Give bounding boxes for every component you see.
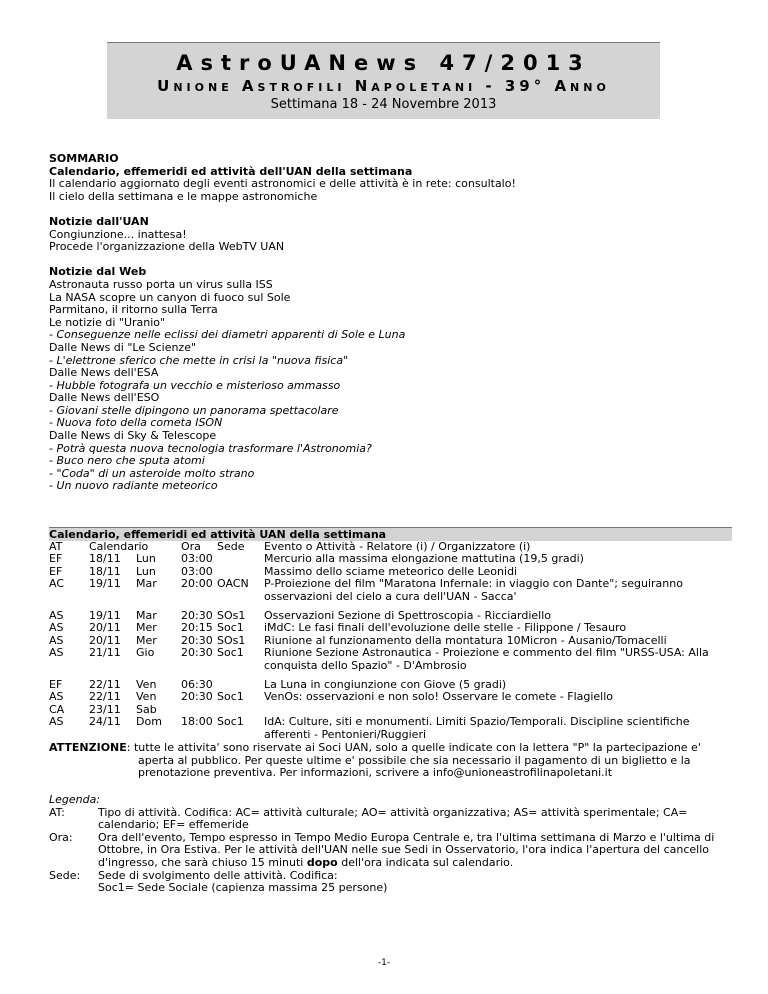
summary-sec1-title[interactable]: Calendario, effemeridi ed attività dell'UAN della settimana bbox=[49, 164, 413, 178]
cell-evento: Mercurio alla massima elongazione mattutina (19,5 gradi) bbox=[264, 552, 584, 566]
cell-ora: 20:30 bbox=[181, 609, 213, 623]
cell-ora: 03:00 bbox=[181, 552, 213, 566]
cell-sede: Soc1 bbox=[217, 621, 244, 635]
legend-key: AT: bbox=[49, 805, 65, 819]
cell-calendario bbox=[89, 578, 181, 603]
legend-sede-desc: Sede di svolgimento delle attività. Codifica: bbox=[98, 868, 338, 882]
web-news-item[interactable]: - Un nuovo radiante meteorico bbox=[49, 479, 218, 493]
cell-sede: SOs1 bbox=[217, 633, 246, 647]
cell-evento: Massimo dello sciame meteorico delle Leonidi bbox=[264, 564, 518, 578]
calendar-body bbox=[49, 553, 732, 741]
cell-ora: 20:00 bbox=[181, 577, 213, 591]
summary-sec2-item[interactable]: Congiunzione... inattesa! bbox=[49, 227, 187, 241]
cell-at: CA bbox=[49, 702, 65, 716]
web-news-item[interactable]: - Buco nero che sputa atomi bbox=[49, 454, 205, 468]
web-news-item[interactable]: La NASA scopre un canyon di fuoco sul Sole bbox=[49, 290, 291, 304]
web-news-item[interactable]: Parmitano, il ritorno sulla Terra bbox=[49, 303, 218, 317]
legend-ora-text: Ora dell'evento, Tempo espresso in Tempo Medio Europa Centrale e, tra l'ultima settimana di Marzo e l'ultima di Ottobre, in Ora Estiva. Per le attività dell'UAN nelle sue Sedi in Osservatorio, l'ora indica l'apertura del cancello d'ingresso, che sarà chiuso 15 minuti bbox=[98, 830, 715, 869]
cell-ora: 18:00 bbox=[181, 715, 213, 729]
calendar-row bbox=[49, 716, 732, 741]
cell-date: 22/11 bbox=[89, 690, 121, 704]
cell-evento: iMdC: Le fasi finali dell'evoluzione delle stelle - Filippone / Tesauro bbox=[264, 621, 627, 635]
col-header-calendario: Calendario bbox=[89, 540, 149, 553]
cell-at: EF bbox=[49, 678, 63, 692]
cell-ora: 20:15 bbox=[181, 621, 213, 635]
summary-sec2-title[interactable]: Notizie dall'UAN bbox=[49, 214, 149, 228]
web-news-item[interactable]: Dalle News di "Le Scienze" bbox=[49, 340, 197, 354]
cell-evento: La Luna in congiunzione con Giove (5 gradi) bbox=[264, 678, 507, 692]
page-number: -1- bbox=[377, 958, 391, 968]
summary-sec1-item[interactable]: Il cielo della settimana e le mappe astronomiche bbox=[49, 189, 318, 203]
legend-sede-code: Soc1= Sede Sociale (capienza massima 25 persone) bbox=[98, 881, 388, 895]
cell-sede: OACN bbox=[217, 577, 249, 591]
cell-evento: IdA: Culture, siti e monumenti. Limiti Spazio/Temporali. Discipline scientifiche afferenti - Pentonieri/Ruggieri bbox=[264, 715, 690, 741]
cell-calendario bbox=[89, 647, 181, 672]
calendar-row bbox=[49, 647, 732, 672]
legend-title: Legenda: bbox=[49, 793, 101, 806]
cell-at: AS bbox=[49, 715, 64, 729]
cell-day: Ven bbox=[136, 690, 157, 704]
cell-sede: Soc1 bbox=[217, 646, 244, 660]
cell-evento: P-Proiezione del film "Maratona Infernale: in viaggio con Dante"; seguiranno osservazioni del cielo a cura dell'UAN - Sacca' bbox=[264, 577, 683, 603]
web-news-item[interactable]: Le notizie di "Uranio" bbox=[49, 315, 166, 329]
cell-evento: Riunione al funzionamento della montatura 10Micron - Ausanio/Tomacelli bbox=[264, 633, 667, 647]
web-news-item[interactable]: - Potrà questa nuova tecnologia trasformare l'Astronomia? bbox=[49, 441, 372, 455]
web-news-item[interactable]: Dalle News dell'ESA bbox=[49, 366, 159, 380]
web-news-item[interactable]: Astronauta russo porta un virus sulla ISS bbox=[49, 277, 273, 291]
cell-day: Dom bbox=[136, 715, 162, 729]
cell-day: Mar bbox=[136, 609, 157, 623]
cell-at: AS bbox=[49, 609, 64, 623]
cell-day: Mar bbox=[136, 577, 157, 591]
cell-day: Lun bbox=[136, 564, 156, 578]
summary-section bbox=[49, 153, 729, 506]
summary-heading: SOMMARIO bbox=[49, 152, 119, 165]
web-news-item[interactable]: Dalle News dell'ESO bbox=[49, 391, 160, 405]
newsletter-title: AstroUANews 47/2013 bbox=[176, 51, 591, 75]
summary-sec3-title[interactable]: Notizie dal Web bbox=[49, 265, 147, 279]
cell-at: AC bbox=[49, 577, 65, 591]
legend-key: Ora: bbox=[49, 830, 73, 844]
cell-sede: Soc1 bbox=[217, 690, 244, 704]
cell-evento: Osservazioni Sezione di Spettroscopia - Ricciardiello bbox=[264, 609, 552, 623]
cell-date: 20/11 bbox=[89, 633, 121, 647]
summary-sec2-item[interactable]: Procede l'organizzazione della WebTV UAN bbox=[49, 240, 285, 254]
cell-calendario bbox=[89, 622, 181, 634]
cell-date: 23/11 bbox=[89, 702, 121, 716]
newsletter-header bbox=[107, 42, 660, 119]
col-header-at: AT bbox=[49, 540, 63, 553]
cell-date: 19/11 bbox=[89, 609, 121, 623]
attention-text: : tutte le attivita' sono riservate ai Soci UAN, solo a quelle indicate con la lettera "P" la partecipazione e' aperta al pubblico. Per queste ultime e' possibile che sia necessario il pagamento di un biglietto e la prenotazione preventiva. Per informazioni, scrivere a info@unioneastrofilinapoletani.it bbox=[126, 741, 701, 780]
legend-row-sede bbox=[49, 870, 732, 895]
cell-date: 18/11 bbox=[89, 564, 121, 578]
cell-date: 21/11 bbox=[89, 646, 121, 660]
cell-ora: 06:30 bbox=[181, 678, 213, 692]
cell-date: 20/11 bbox=[89, 621, 121, 635]
web-news-item[interactable]: - Giovani stelle dipingono un panorama spettacolare bbox=[49, 403, 339, 417]
cell-ora: 20:30 bbox=[181, 646, 213, 660]
web-news-item[interactable]: Dalle News di Sky & Telescope bbox=[49, 429, 217, 443]
cell-at: AS bbox=[49, 690, 64, 704]
cell-ora: 20:30 bbox=[181, 633, 213, 647]
cell-day: Lun bbox=[136, 552, 156, 566]
web-news-item[interactable]: - Conseguenze nelle eclissi dei diametri apparenti di Sole e Luna bbox=[49, 328, 406, 342]
calendar-row bbox=[49, 578, 732, 603]
cell-day: Gio bbox=[136, 646, 155, 660]
web-news-item[interactable]: - Hubble fotografa un vecchio e misterioso ammasso bbox=[49, 378, 341, 392]
cell-at: AS bbox=[49, 621, 64, 635]
calendar-title: Calendario, effemeridi ed attività UAN della settimana bbox=[49, 527, 732, 541]
cell-ora: 03:00 bbox=[181, 564, 213, 578]
calendar-table bbox=[49, 541, 732, 741]
cell-date: 18/11 bbox=[89, 552, 121, 566]
legend-key: Sede: bbox=[49, 868, 81, 882]
col-header-sede: Sede bbox=[217, 540, 245, 553]
legend-ora-text-end: dell'ora indicata sul calendario. bbox=[337, 855, 514, 869]
cell-calendario bbox=[89, 716, 181, 741]
attention-label: ATTENZIONE bbox=[49, 741, 127, 754]
legend-row-at bbox=[49, 807, 732, 832]
legend-value bbox=[98, 832, 732, 870]
cell-at: EF bbox=[49, 564, 63, 578]
cell-day: Sab bbox=[136, 702, 157, 716]
cell-sede: Soc1 bbox=[217, 715, 244, 729]
attention-note bbox=[49, 742, 732, 780]
summary-sec1-item[interactable]: Il calendario aggiornato degli eventi astronomici e delle attività è in rete: consultalo! bbox=[49, 177, 516, 191]
web-news-item[interactable]: - Nuova foto della cometa ISON bbox=[49, 416, 223, 430]
legend-row-ora bbox=[49, 832, 732, 870]
cell-at: AS bbox=[49, 646, 64, 660]
cell-day: Ven bbox=[136, 678, 157, 692]
cell-sede bbox=[217, 553, 264, 565]
cell-ora: 20:30 bbox=[181, 690, 213, 704]
cell-sede: SOs1 bbox=[217, 609, 246, 623]
cell-at: AS bbox=[49, 633, 64, 647]
cell-evento: VenOs: osservazioni e non solo! Osservare le comete - Flagiello bbox=[264, 690, 614, 704]
legend-value: Tipo di attività. Codifica: AC= attività culturale; AO= attività organizzativa; AS= attività sperimentale; CA= calendario; EF= effemeride bbox=[98, 805, 688, 832]
cell-at: EF bbox=[49, 552, 63, 566]
newsletter-subtitle: Unione Astrofili Napoletani - 39° Anno bbox=[157, 77, 610, 95]
legend-section bbox=[49, 794, 732, 895]
cell-calendario bbox=[89, 691, 181, 703]
legend-ora-bold: dopo bbox=[306, 855, 338, 869]
newsletter-week: Settimana 18 - 24 Novembre 2013 bbox=[270, 97, 497, 112]
cell-date: 19/11 bbox=[89, 577, 121, 591]
legend-value bbox=[98, 870, 732, 895]
web-news-list bbox=[49, 279, 729, 493]
cell-day: Mer bbox=[136, 621, 157, 635]
cell-calendario bbox=[89, 553, 181, 565]
cell-date: 24/11 bbox=[89, 715, 121, 729]
cell-date: 22/11 bbox=[89, 678, 121, 692]
cell-day: Mer bbox=[136, 633, 157, 647]
web-news-item[interactable]: - L'elettrone sferico che mette in crisi la "nuova fisica" bbox=[49, 353, 349, 367]
col-header-evento: Evento o Attività - Relatore (i) / Organizzatore (i) bbox=[264, 540, 531, 553]
cell-evento: Riunione Sezione Astronautica - Proiezione e commento del film "URSS-USA: Alla conquista dello Spazio" - D'Ambrosio bbox=[264, 646, 709, 672]
calendar-section bbox=[49, 527, 732, 741]
web-news-item[interactable]: - "Coda" di un asteroide molto strano bbox=[49, 466, 255, 480]
col-header-ora: Ora bbox=[181, 540, 201, 553]
